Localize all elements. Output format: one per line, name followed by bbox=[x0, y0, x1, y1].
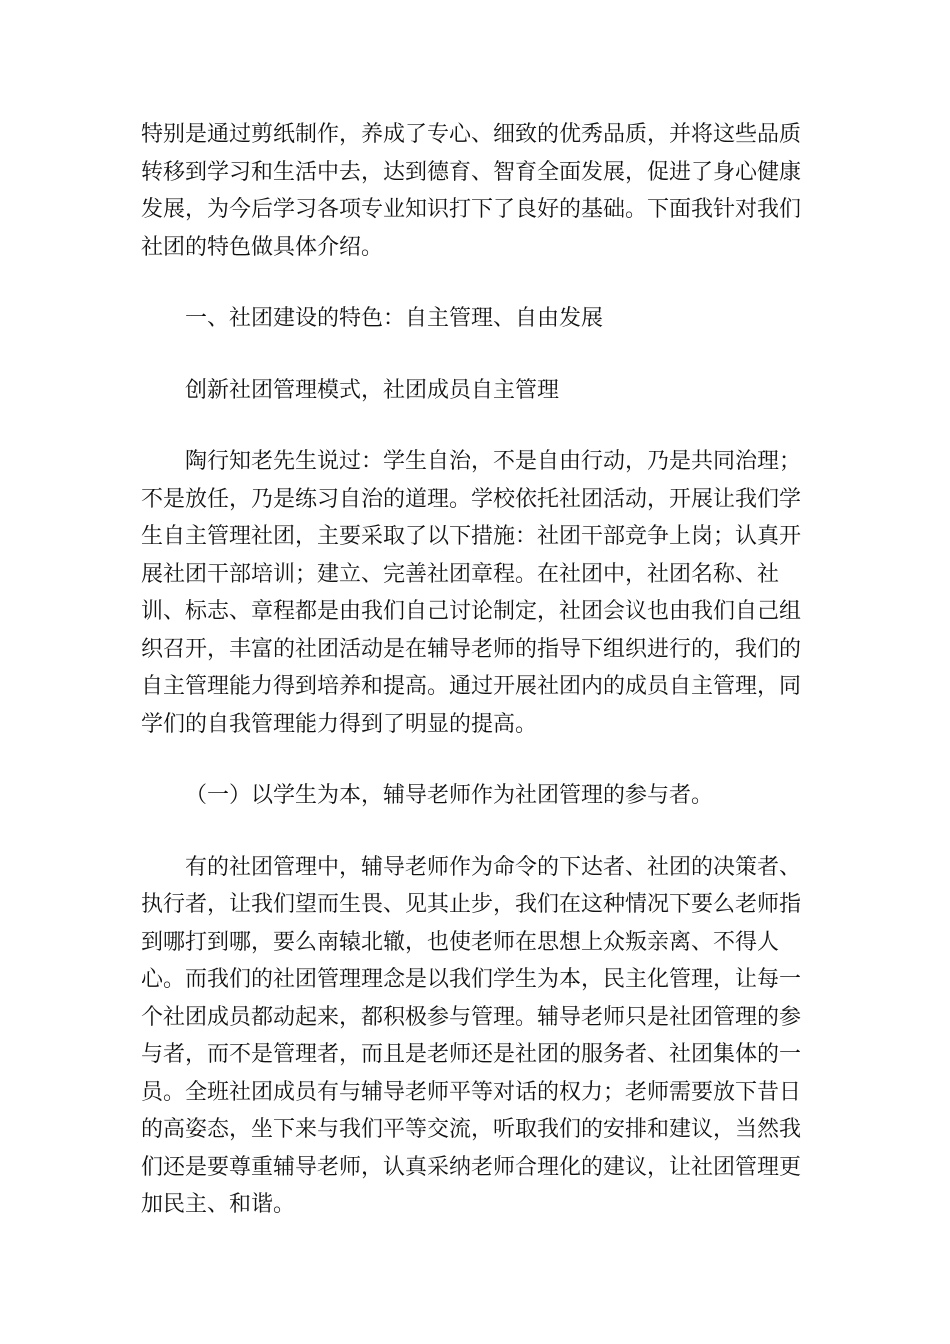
section-heading: 一、社团建设的特色：自主管理、自由发展 bbox=[185, 306, 604, 331]
paragraph-teacher-role: 有的社团管理中，辅导老师作为命令的下达者、社团的决策者、执行者，让我们望而生畏、见其止步，我们在这种情况下要么老师指到哪打到哪，要么南辕北辙，也使老师在思想上众叛亲离、不得人心。而我们的社团管理理念是以我们学生为本，民主化管理，让每一个社团成员都动起来，都积极参与管理。辅导老师只是社团管理的参与者，而不是管理者，而且是老师还是社团的服务者、社团集体的一员。全班社团成员有与辅导老师平等对话的权力；老师需要放下昔日的高姿态，坐下来与我们平等交流，听取我们的安排和建议，当然我们还是要尊重辅导老师，认真采纳老师合理化的建议，让社团管理更加民主、和谐。 bbox=[141, 854, 802, 1217]
subsection-heading: 创新社团管理模式，社团成员自主管理 bbox=[185, 377, 560, 403]
paragraph-continuation: 特别是通过剪纸制作，养成了专心、细致的优秀品质，并将这些品质转移到学习和生活中去，达到德育、智育全面发展，促进了身心健康发展，为今后学习各项专业知识打下了良好的基础。下面我针对我们社团的特色做具体介绍。 bbox=[141, 122, 802, 260]
paragraph-tao-xingzhi: 陶行知老先生说过：学生自治，不是自由行动，乃是共同治理；不是放任，乃是练习自治的道理。学校依托社团活动，开展让我们学生自主管理社团，主要采取了以下措施：社团干部竞争上岗；认真开展社团干部培训；建立、完善社团章程。在社团中，社团名称、社训、标志、章程都是由我们自己讨论制定，社团会议也由我们自己组织召开，丰富的社团活动是在辅导老师的指导下组织进行的，我们的自主管理能力得到培养和提高。通过开展社团内的成员自主管理，同学们的自我管理能力得到了明显的提高。 bbox=[141, 449, 802, 737]
document-body bbox=[141, 116, 813, 1224]
subsection-heading-one: （一）以学生为本，辅导老师作为社团管理的参与者。 bbox=[185, 783, 714, 808]
